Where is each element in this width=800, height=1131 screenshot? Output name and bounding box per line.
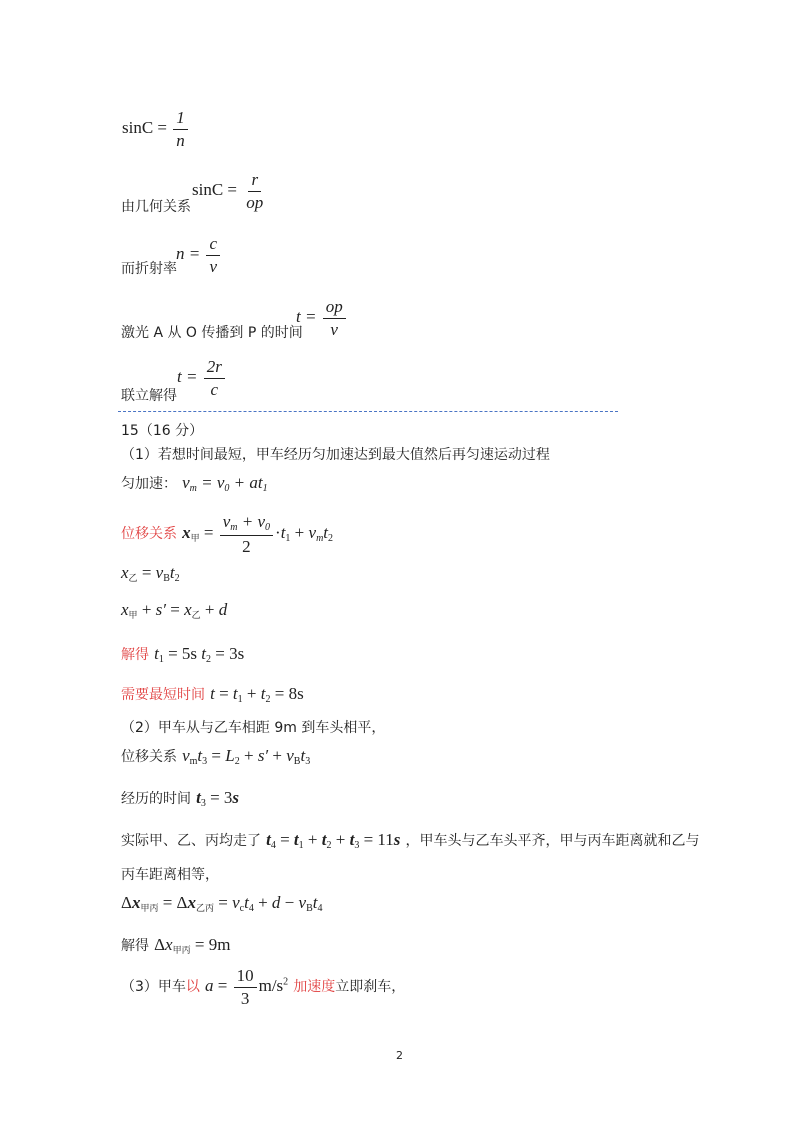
fraction-denominator: n [176,130,185,150]
min-time-label: 需要最短时间 [121,687,205,703]
fraction: $\frac{v_m + v_0}{2}$ [220,512,273,556]
solution-label: 解得 [121,647,149,663]
formula-combine [177,357,227,399]
formula-sinC [122,108,190,150]
solution-label: 解得 [121,938,149,954]
formula-lhs: sinC = [122,117,168,137]
fraction-denominator: 3 [240,988,250,1008]
fraction-numerator: 10 [234,966,257,988]
fraction-numerator: r [248,170,261,192]
part1-accel [121,473,268,494]
elapsed-formula: $t_3 = 3s$ [196,788,240,809]
accel-value-formula: a = $\frac{10}{3}$ $m/s^2$ [205,966,289,1008]
solution-formula: $\Delta x_{甲丙} = 9m$ [154,935,231,956]
part2-intro: （2）甲车从与乙车相距 9m 到车头相平， [121,720,386,736]
part1-min-time [121,684,304,705]
actual-post: ，甲车头与乙车头平齐，甲与丙车距离就和乙与 [405,833,700,849]
part2-elapsed [121,788,239,809]
fraction-denominator: v [330,319,338,339]
actual-value: 11 [377,830,394,849]
fraction-numerator: 2r [204,357,225,379]
part1-intro: （1）若想时间最短，甲车经历匀加速达到最大值然后再匀速运动过程 [121,447,550,463]
fraction-denominator: op [246,192,264,212]
accel-label: 匀加速： [121,476,177,492]
question-header: 15（16 分） [121,423,204,439]
fraction-numerator: op [323,297,346,319]
formula-lhs: t = [177,366,198,386]
part1-solution [121,644,244,665]
formula-lhs: sinC = [192,179,238,199]
fraction [204,357,225,399]
fraction [206,234,220,276]
formula-position-relation: $x_甲 + s' = x_乙 + d$ [121,600,228,621]
formula-refractive-index [176,234,222,276]
label-refractive-index: 而折射率 [121,261,177,277]
elapsed-value: 3 [223,788,233,807]
label-travel-time: 激光 A 从 O 传播到 P 的时间 [121,325,303,341]
displacement-formula: $x_甲$ = $\frac{v_m + v_0}{2}$ $\cdot t_1 + v_mt_2$ [182,512,334,556]
accel-unit: m/s [258,975,284,995]
label-geometry: 由几何关系 [121,199,191,215]
fraction [323,297,346,339]
fraction-denominator: c [210,379,219,399]
fraction [243,170,266,212]
formula-lhs: n = [176,243,201,263]
elapsed-label: 经历的时间 [121,791,191,807]
part2-actual-line2: 丙车距离相等， [121,867,219,883]
displacement-label: 位移关系 [121,525,177,542]
page-number: 2 [396,1049,403,1062]
label-combine: 联立解得 [121,388,177,404]
dashed-separator [118,411,618,412]
displacement-formula: $v_mt_3 = L_2 + s' + v_Bt_3$ [182,746,311,767]
t1-value: 5s [181,644,198,663]
solution-formula: $t_1 = 5s$ $t_2 = 3s$ [154,644,245,665]
actual-pre: 实际甲、乙、丙均走了 [121,833,261,849]
part1-displacement [121,512,333,556]
fraction-numerator: 1 [173,108,188,130]
min-time-value: 8s [288,684,304,703]
fraction [234,966,257,1008]
formula-delta-x: $\Delta x_{甲丙} = \Delta x_{乙丙} = v_ct_4 + d - v_Bt_4$ [121,893,323,914]
t2-value: 3s [229,644,245,663]
fraction-numerator: c [206,234,220,256]
part3-post: 立即刹车， [335,978,406,995]
actual-formula: $t_4 = t_1 + t_2 + t_3 = 11s$ [266,830,401,851]
part2-actual-line1 [121,830,700,851]
accel-formula: $v_m = v_0 + at_1$ [182,473,268,494]
min-time-formula: $t = t_1 + t_2 = 8s$ [210,684,304,705]
formula-geometry [192,170,268,212]
formula-x-yi: $x_乙 = v_Bt_2$ [121,563,180,584]
formula-travel-time [296,297,348,339]
fraction-denominator: v [209,256,218,276]
part2-displacement [121,746,310,767]
part2-solution [121,935,230,956]
solution-value: 9m [208,935,231,954]
formula-lhs: t = [296,306,317,326]
displacement-label: 位移关系 [121,749,177,765]
fraction [173,108,188,150]
part3-pre: （3）甲车 [121,978,186,995]
part3-line [121,966,405,1008]
part3-red-yi: 以 [185,978,200,995]
part3-red-accel: 加速度 [293,978,336,995]
